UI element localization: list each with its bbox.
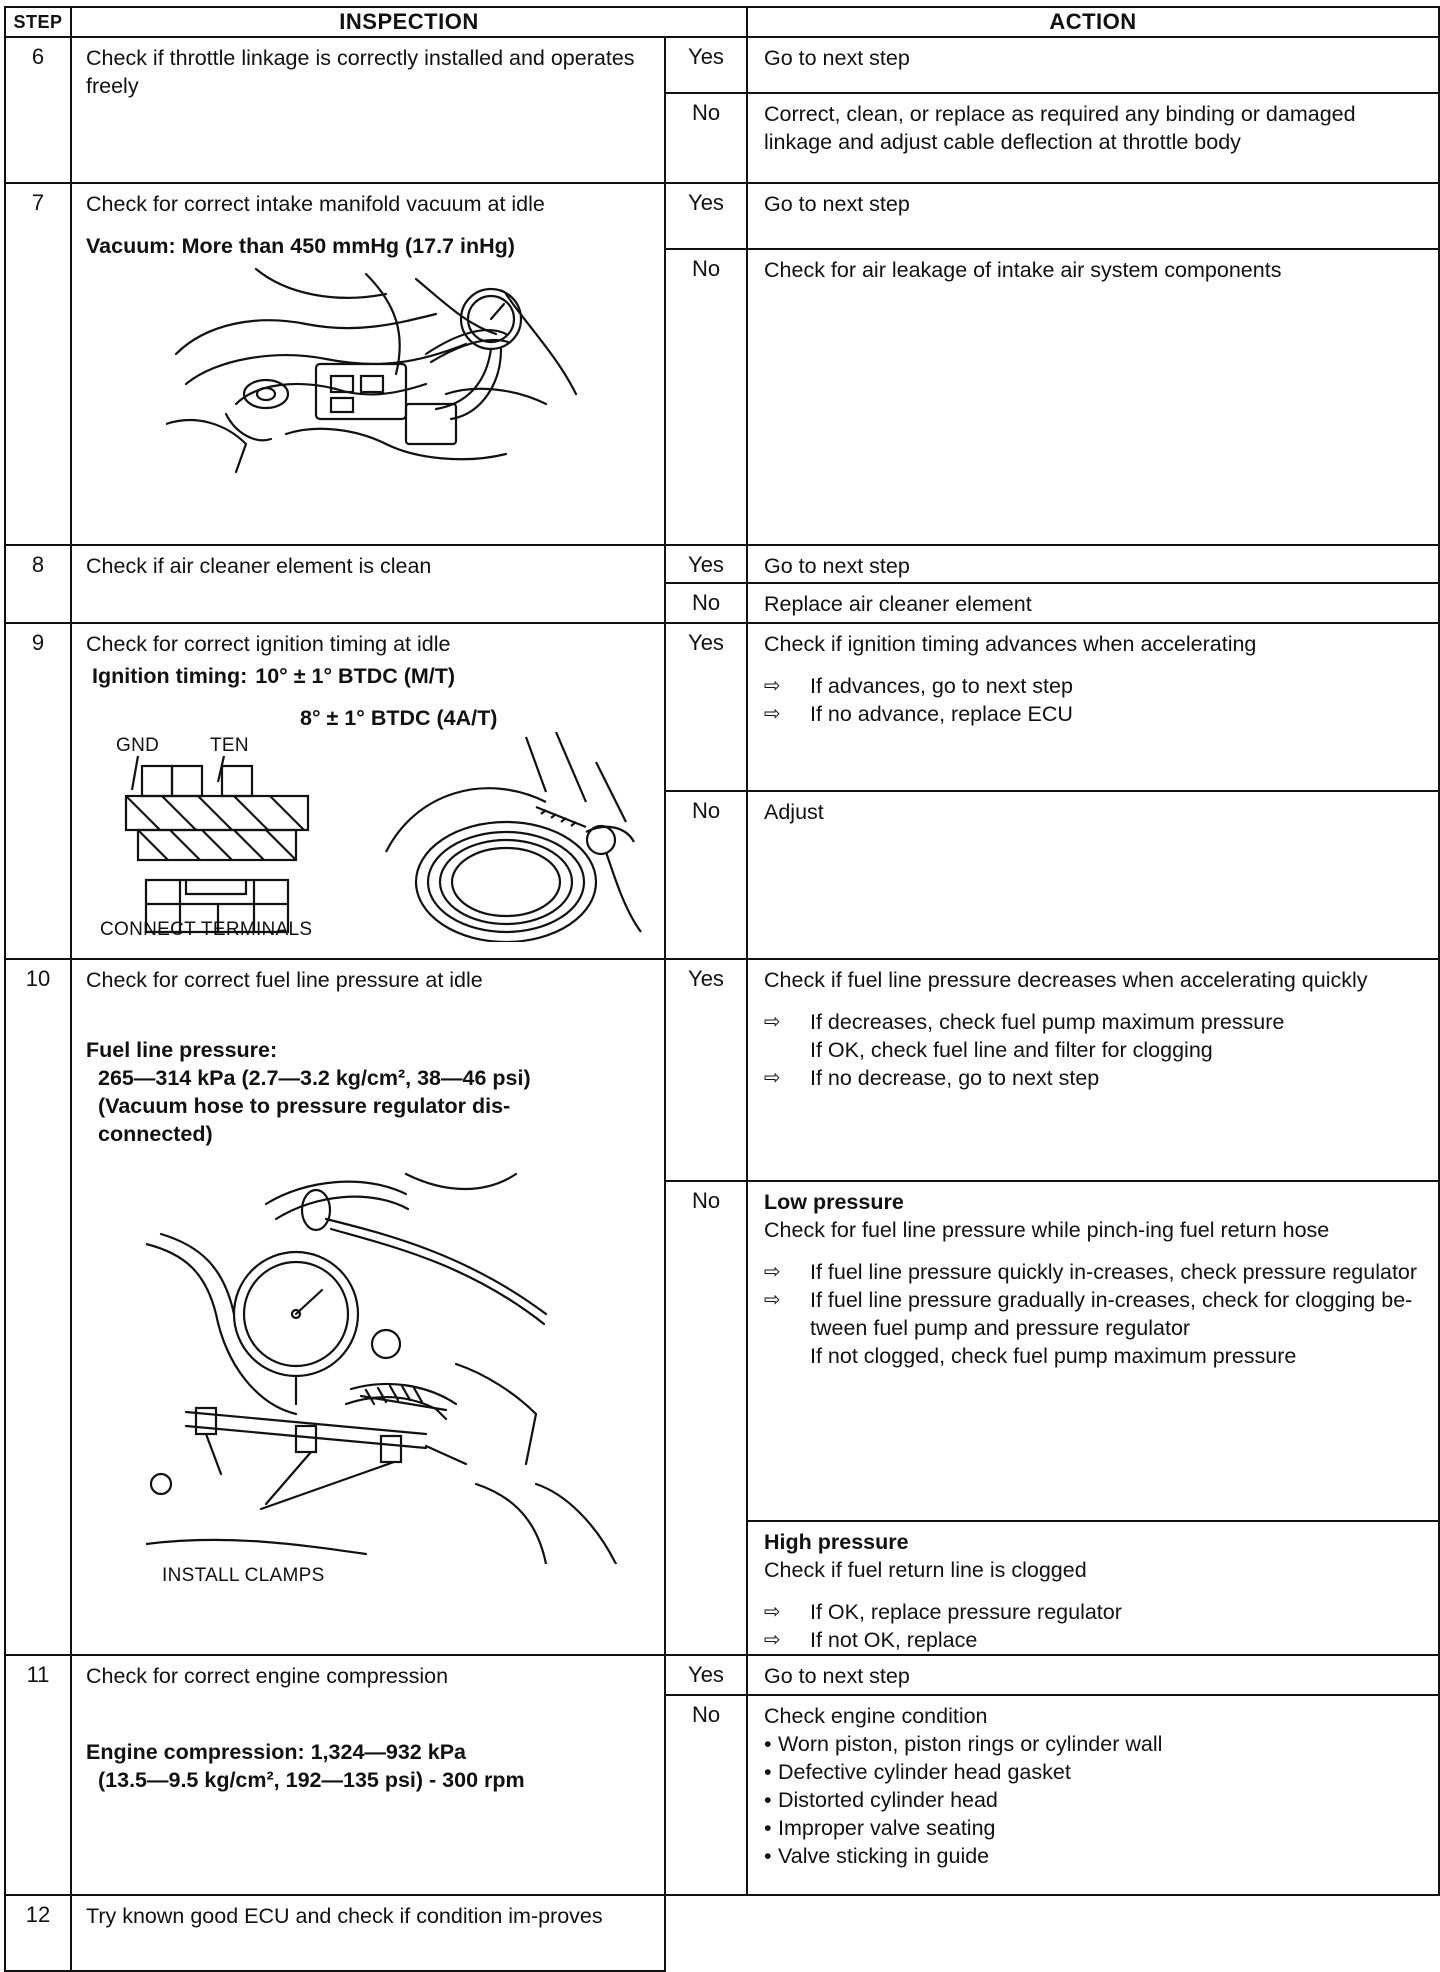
no-label: No xyxy=(665,583,747,623)
arrow-text: If not OK, replace xyxy=(810,1628,978,1652)
high-pressure-cell xyxy=(747,1521,1439,1655)
bullet-item xyxy=(764,1758,1424,1786)
step-10-yes-action: Check if fuel line pressure decreases when accelerating quickly xyxy=(764,968,1368,992)
yes-label: Yes xyxy=(665,37,747,93)
step-6-no-action: Correct, clean, or replace as required any binding or damaged linkage and adjust cable deflection at throttle body xyxy=(747,93,1439,183)
arrow-text-main: If fuel line pressure gradually in-creases, check for clogging be-tween fuel pump and pressure regulator xyxy=(810,1288,1413,1340)
inspection-table xyxy=(4,6,1440,1972)
bullet-item xyxy=(764,1786,1424,1814)
arrow-item xyxy=(764,700,1424,728)
bullet-icon: • xyxy=(764,1816,772,1840)
arrow-item xyxy=(764,672,1424,700)
arrow-text-sub: If not clogged, check fuel pump maximum pressure xyxy=(810,1344,1297,1368)
step-11-yes-row xyxy=(5,1655,1439,1695)
bullet-item xyxy=(764,1814,1424,1842)
install-clamps-label: INSTALL CLAMPS xyxy=(162,1565,325,1586)
step-11-inspection: Check for correct engine compression xyxy=(86,1664,449,1688)
bullet-icon: • xyxy=(764,1732,772,1756)
high-pressure-text: Check if fuel return line is clogged xyxy=(764,1558,1087,1582)
yes-label: Yes xyxy=(665,623,747,791)
right-arrow-icon: ⇨ xyxy=(764,1011,781,1033)
step-10-inspection-cell xyxy=(71,959,665,1655)
bullet-text: Worn piston, piston rings or cylinder wall xyxy=(778,1732,1163,1756)
step-8-yes-action: Go to next step xyxy=(747,545,1439,583)
ignition-timing-illustration xyxy=(86,732,650,942)
step-8-no-action: Replace air cleaner element xyxy=(747,583,1439,623)
right-arrow-icon: ⇨ xyxy=(764,1067,781,1089)
no-label: No xyxy=(665,1695,747,1895)
step-6-yes-row xyxy=(5,37,1439,93)
compression-spec: Engine compression: 1,324—932 kPa xyxy=(86,1740,466,1764)
step-11-inspection-cell xyxy=(71,1655,665,1895)
ignition-timing-mt: 10° ± 1° BTDC (M/T) xyxy=(255,664,456,688)
step-7-no-action: Check for air leakage of intake air system components xyxy=(747,249,1439,545)
low-pressure-cell xyxy=(747,1181,1439,1521)
right-arrow-icon: ⇨ xyxy=(764,1261,781,1283)
ten-label: TEN xyxy=(210,735,249,756)
bullet-text: Distorted cylinder head xyxy=(778,1788,998,1812)
arrow-text xyxy=(810,1008,1284,1064)
header-row xyxy=(5,7,1439,37)
connector-and-pulley-drawing xyxy=(86,732,646,942)
yes-label: Yes xyxy=(665,1655,747,1695)
low-pressure-text: Check for fuel line pressure while pinch-ing fuel return hose xyxy=(764,1218,1330,1242)
bullet-text: Improper valve seating xyxy=(778,1816,996,1840)
fuel-gauge-drawing xyxy=(146,1164,646,1564)
engine-vacuum-drawing xyxy=(166,264,586,474)
no-label: No xyxy=(665,249,747,545)
right-arrow-icon: ⇨ xyxy=(764,1289,781,1311)
arrow-text-main: If decreases, check fuel pump maximum pressure xyxy=(810,1010,1285,1034)
step-number: 12 xyxy=(5,1895,71,1971)
arrow-text: If no advance, replace ECU xyxy=(810,702,1073,726)
arrow-item xyxy=(764,1008,1424,1064)
troubleshooting-sheet xyxy=(4,6,1438,1968)
arrow-item xyxy=(764,1064,1424,1092)
step-12-row xyxy=(5,1895,1439,1971)
ignition-timing-label: Ignition timing: xyxy=(92,664,248,688)
step-9-yes-row xyxy=(5,623,1439,791)
inspection-header: INSPECTION xyxy=(71,7,747,37)
step-6-yes-action: Go to next step xyxy=(747,37,1439,93)
fuel-gauge-illustration xyxy=(86,1164,650,1584)
bullet-item xyxy=(764,1730,1424,1758)
step-9-no-action: Adjust xyxy=(747,791,1439,959)
no-label: No xyxy=(665,791,747,959)
bullet-icon: • xyxy=(764,1760,772,1784)
bullet-icon: • xyxy=(764,1788,772,1812)
right-arrow-icon: ⇨ xyxy=(764,1601,781,1623)
yes-label: Yes xyxy=(665,183,747,249)
arrow-item xyxy=(764,1286,1424,1370)
vacuum-spec: Vacuum: More than 450 mmHg (17.7 inHg) xyxy=(86,234,515,258)
arrow-text-sub: If OK, check fuel line and filter for clogging xyxy=(810,1038,1213,1062)
right-arrow-icon: ⇨ xyxy=(764,1629,781,1651)
empty-action-cell xyxy=(665,1895,1439,1971)
right-arrow-icon: ⇨ xyxy=(764,703,781,725)
step-6-inspection: Check if throttle linkage is correctly installed and operates freely xyxy=(71,37,665,183)
arrow-text: If no decrease, go to next step xyxy=(810,1066,1100,1090)
step-11-yes-action: Go to next step xyxy=(747,1655,1439,1695)
step-number: 11 xyxy=(5,1655,71,1895)
step-12-inspection: Try known good ECU and check if condition im-proves xyxy=(71,1895,665,1971)
step-10-inspection: Check for correct fuel line pressure at idle xyxy=(86,968,483,992)
compression-spec-detail: (13.5—9.5 kg/cm², 192—135 psi) - 300 rpm xyxy=(98,1768,525,1792)
fuel-pressure-title: Fuel line pressure: xyxy=(86,1038,278,1062)
arrow-item xyxy=(764,1626,1424,1654)
vacuum-gauge-illustration xyxy=(166,264,650,474)
step-header: STEP xyxy=(5,7,71,37)
step-11-no-action-cell xyxy=(747,1695,1439,1895)
no-label: No xyxy=(665,93,747,183)
step-10-yes-row xyxy=(5,959,1439,1181)
bullet-item xyxy=(764,1842,1424,1870)
step-8-inspection: Check if air cleaner element is clean xyxy=(71,545,665,623)
step-9-inspection-cell xyxy=(71,623,665,959)
no-label: No xyxy=(665,1181,747,1655)
yes-label: Yes xyxy=(665,545,747,583)
arrow-text: If fuel line pressure quickly in-creases, check pressure regulator xyxy=(810,1260,1418,1284)
connect-terminals-label: CONNECT TERMINALS xyxy=(100,919,313,940)
step-number: 7 xyxy=(5,183,71,545)
step-7-yes-action: Go to next step xyxy=(747,183,1439,249)
step-9-yes-action: Check if ignition timing advances when accelerating xyxy=(764,632,1257,656)
fuel-pressure-value: 265—314 kPa (2.7—3.2 kg/cm², 38—46 psi) xyxy=(98,1066,531,1090)
step-number: 6 xyxy=(5,37,71,183)
arrow-item xyxy=(764,1258,1424,1286)
arrow-item xyxy=(764,1598,1424,1626)
step-number: 9 xyxy=(5,623,71,959)
step-8-yes-row xyxy=(5,545,1439,583)
high-pressure-title: High pressure xyxy=(764,1530,909,1554)
ignition-timing-at: 8° ± 1° BTDC (4A/T) xyxy=(300,706,498,730)
step-11-no-action: Check engine condition xyxy=(764,1704,988,1728)
bullet-text: Defective cylinder head gasket xyxy=(778,1760,1071,1784)
yes-label: Yes xyxy=(665,959,747,1181)
right-arrow-icon: ⇨ xyxy=(764,675,781,697)
step-7-inspection-cell xyxy=(71,183,665,545)
step-7-inspection: Check for correct intake manifold vacuum at idle xyxy=(86,192,545,216)
gnd-label: GND xyxy=(116,735,160,756)
bullet-text: Valve sticking in guide xyxy=(778,1844,990,1868)
step-7-yes-row xyxy=(5,183,1439,249)
fuel-pressure-note: (Vacuum hose to pressure regulator dis-connected) xyxy=(98,1094,511,1146)
low-pressure-title: Low pressure xyxy=(764,1190,904,1214)
arrow-text: If OK, replace pressure regulator xyxy=(810,1600,1122,1624)
action-header: ACTION xyxy=(747,7,1439,37)
ignition-timing-spec xyxy=(86,662,650,690)
step-number: 8 xyxy=(5,545,71,623)
arrow-text xyxy=(810,1286,1424,1370)
arrow-text: If advances, go to next step xyxy=(810,674,1073,698)
step-9-yes-action-cell xyxy=(747,623,1439,791)
step-9-inspection: Check for correct ignition timing at idle xyxy=(86,632,451,656)
step-10-yes-action-cell xyxy=(747,959,1439,1181)
step-number: 10 xyxy=(5,959,71,1655)
bullet-icon: • xyxy=(764,1844,772,1868)
